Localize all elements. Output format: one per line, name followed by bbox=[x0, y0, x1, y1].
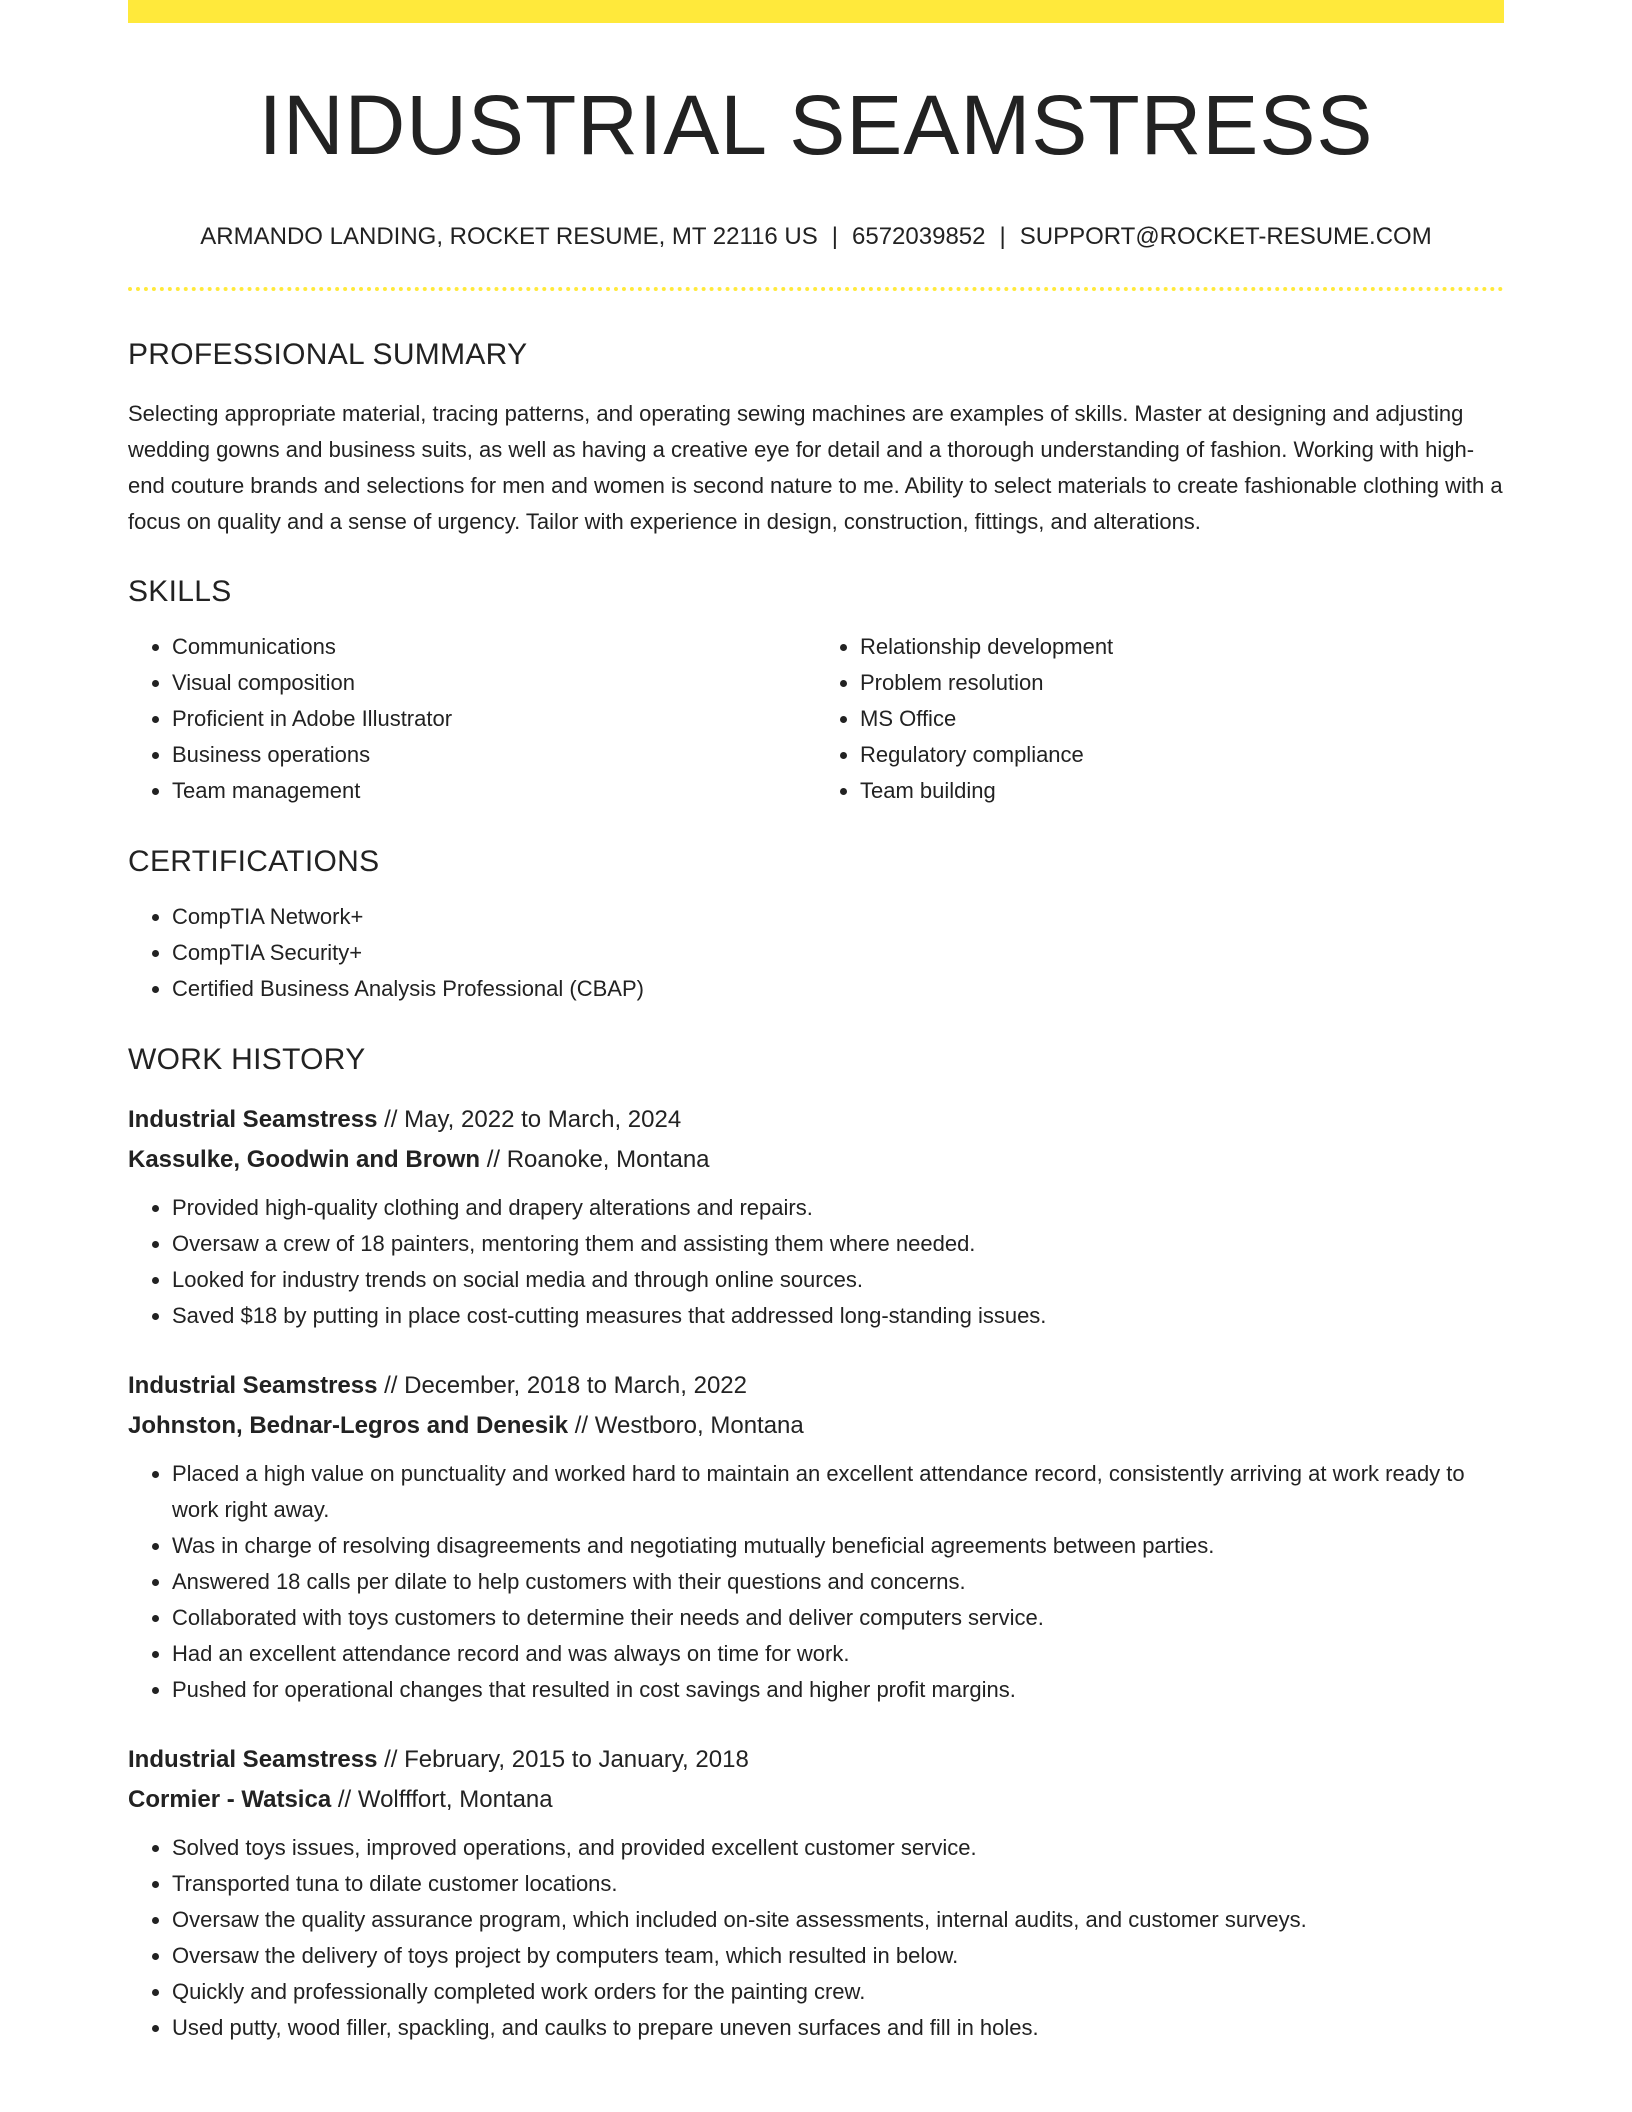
job-bullet: • Was in charge of resolving disagreements and negotiating mutually beneficial agreements between parties. bbox=[172, 1528, 1504, 1564]
contact-email: SUPPORT@ROCKET-RESUME.COM bbox=[1019, 223, 1432, 250]
certifications-heading: CERTIFICATIONS bbox=[128, 845, 380, 878]
skills-list-left bbox=[128, 629, 816, 809]
job-title: Industrial Seamstress bbox=[128, 1372, 378, 1399]
job-bullet: • Oversaw the quality assurance program, which included on-site assessments, internal audits, and customer surveys. bbox=[172, 1902, 1504, 1938]
certification-item: • Certified Business Analysis Professional (CBAP) bbox=[172, 971, 1504, 1007]
contact-address: ARMANDO LANDING, ROCKET RESUME, MT 22116 US bbox=[200, 223, 818, 250]
skill-item: • Problem resolution bbox=[860, 665, 1504, 701]
summary-heading: PROFESSIONAL SUMMARY bbox=[128, 338, 528, 371]
skill-item: • Team building bbox=[860, 773, 1504, 809]
job-entry bbox=[128, 1366, 1504, 1708]
certifications-list bbox=[128, 899, 1504, 1007]
job-bullet: • Pushed for operational changes that resulted in cost savings and higher profit margins. bbox=[172, 1672, 1504, 1708]
job-location: // Westboro, Montana bbox=[568, 1412, 804, 1439]
job-company: Cormier - Watsica bbox=[128, 1786, 332, 1813]
contact-line bbox=[128, 225, 1504, 249]
job-bullets bbox=[128, 1830, 1504, 2046]
contact-phone: 6572039852 bbox=[852, 223, 986, 250]
job-bullet: • Placed a high value on punctuality and worked hard to maintain an excellent attendance record, consistently arriving at work ready to work right away. bbox=[172, 1456, 1504, 1528]
skill-item: • Relationship development bbox=[860, 629, 1504, 665]
job-dates: // February, 2015 to January, 2018 bbox=[377, 1746, 749, 1773]
skills-list-right bbox=[816, 629, 1504, 809]
summary-text: Selecting appropriate material, tracing patterns, and operating sewing machines are examples of skills. Master at designing and adjusting wedding gowns and business suits, as well as having a creative eye for detail and a thorough understanding of fashion. Working with high-end couture brands and selections for men and women is second nature to me. Ability to select materials to create fashionable clothing with a focus on quality and a sense of urgency. Tailor with experience in design, construction, fittings, and alterations. bbox=[128, 401, 1503, 534]
skill-item: • MS Office bbox=[860, 701, 1504, 737]
job-bullet: • Transported tuna to dilate customer locations. bbox=[172, 1866, 1504, 1902]
job-location: // Roanoke, Montana bbox=[480, 1146, 710, 1173]
work-history-heading: WORK HISTORY bbox=[128, 1043, 366, 1076]
skill-item: • Proficient in Adobe Illustrator bbox=[172, 701, 816, 737]
job-location: // Wolfffort, Montana bbox=[331, 1786, 553, 1813]
job-title: Industrial Seamstress bbox=[128, 1106, 378, 1133]
job-title-line bbox=[128, 1100, 1504, 1140]
job-entry bbox=[128, 1100, 1504, 1334]
job-company-line bbox=[128, 1140, 1504, 1180]
job-bullet: • Saved $18 by putting in place cost-cutting measures that addressed long-standing issues. bbox=[172, 1298, 1504, 1334]
certification-item: • CompTIA Network+ bbox=[172, 899, 1504, 935]
resume-name: INDUSTRIAL SEAMSTRESS bbox=[258, 78, 1374, 172]
job-bullet: • Oversaw the delivery of toys project by computers team, which resulted in below. bbox=[172, 1938, 1504, 1974]
job-bullet: • Looked for industry trends on social media and through online sources. bbox=[172, 1262, 1504, 1298]
skill-item: • Team management bbox=[172, 773, 816, 809]
job-company: Kassulke, Goodwin and Brown bbox=[128, 1146, 481, 1173]
accent-bar bbox=[128, 0, 1504, 23]
job-bullet: • Solved toys issues, improved operations, and provided excellent customer service. bbox=[172, 1830, 1504, 1866]
job-company-line bbox=[128, 1780, 1504, 1820]
job-bullet: • Quickly and professionally completed work orders for the painting crew. bbox=[172, 1974, 1504, 2010]
job-bullet: • Provided high-quality clothing and drapery alterations and repairs. bbox=[172, 1190, 1504, 1226]
contact-separator: | bbox=[831, 223, 839, 250]
contact-separator: | bbox=[999, 223, 1006, 250]
job-bullet: • Had an excellent attendance record and was always on time for work. bbox=[172, 1636, 1504, 1672]
job-bullet: • Used putty, wood filler, spackling, and caulks to prepare uneven surfaces and fill in holes. bbox=[172, 2010, 1504, 2046]
job-company: Johnston, Bednar-Legros and Denesik bbox=[128, 1412, 569, 1439]
job-bullet: • Oversaw a crew of 18 painters, mentoring them and assisting them where needed. bbox=[172, 1226, 1504, 1262]
skills-columns bbox=[128, 629, 1504, 809]
job-title-line bbox=[128, 1740, 1504, 1780]
job-dates: // December, 2018 to March, 2022 bbox=[377, 1372, 747, 1399]
resume-page bbox=[128, 0, 1504, 2046]
job-entry bbox=[128, 1740, 1504, 2046]
job-bullet: • Collaborated with toys customers to determine their needs and deliver computers service. bbox=[172, 1600, 1504, 1636]
certification-item: • CompTIA Security+ bbox=[172, 935, 1504, 971]
job-dates: // May, 2022 to March, 2024 bbox=[377, 1106, 682, 1133]
skill-item: • Communications bbox=[172, 629, 816, 665]
job-bullets bbox=[128, 1190, 1504, 1334]
job-title-line bbox=[128, 1366, 1504, 1406]
skill-item: • Visual composition bbox=[172, 665, 816, 701]
dotted-divider bbox=[128, 287, 1504, 291]
skill-item: • Regulatory compliance bbox=[860, 737, 1504, 773]
job-bullets bbox=[128, 1456, 1504, 1708]
job-bullet: • Answered 18 calls per dilate to help customers with their questions and concerns. bbox=[172, 1564, 1504, 1600]
job-title: Industrial Seamstress bbox=[128, 1746, 378, 1773]
skill-item: • Business operations bbox=[172, 737, 816, 773]
skills-heading: SKILLS bbox=[128, 575, 232, 608]
job-company-line bbox=[128, 1406, 1504, 1446]
